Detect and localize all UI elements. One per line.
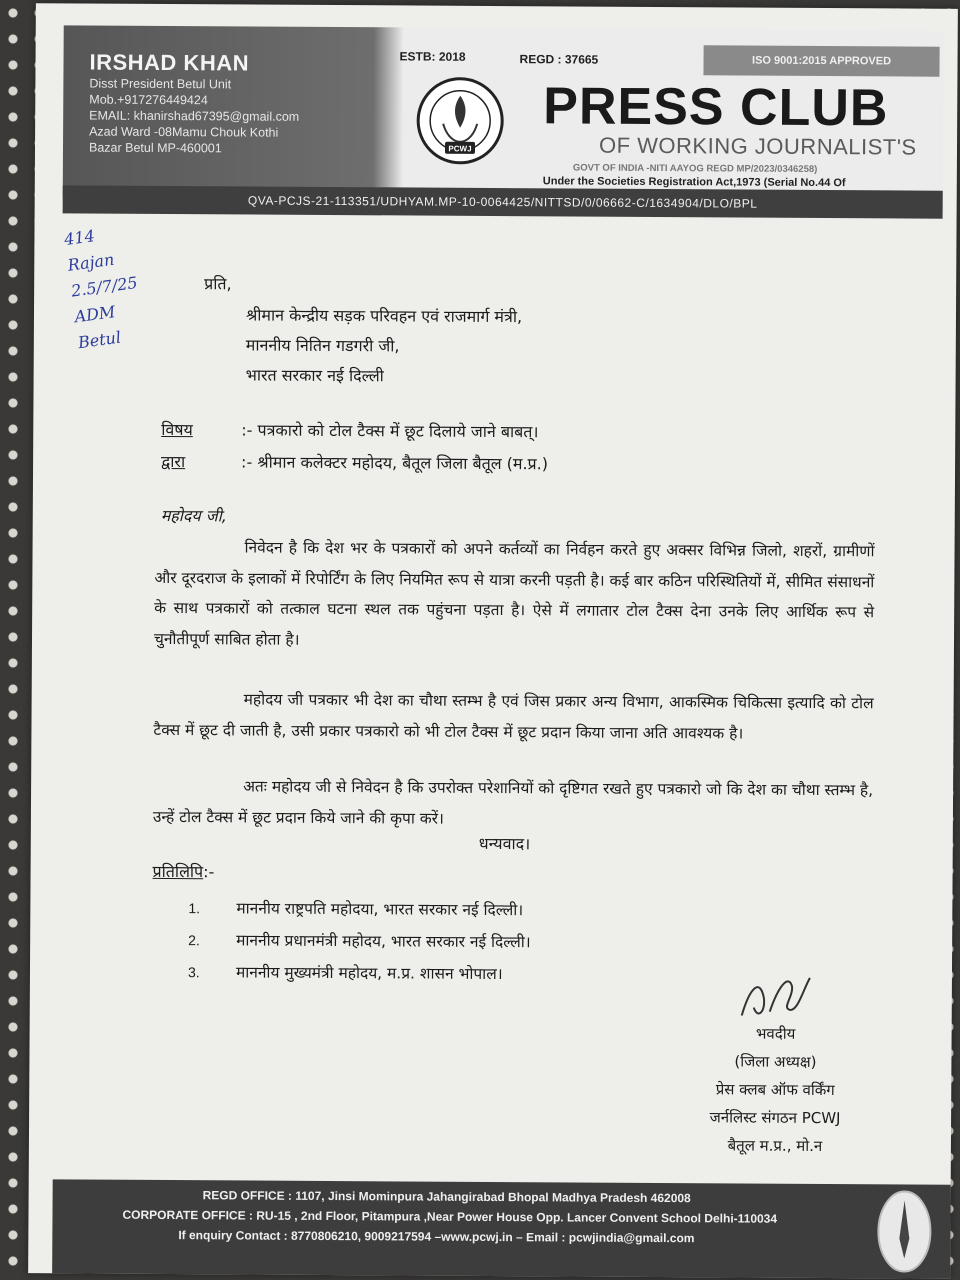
brand-act-line: Under the Societies Registration Act,1973 (Serial No.44 Of	[542, 175, 846, 190]
cc-heading	[153, 860, 215, 882]
registration-codes: QVA-PCJS-21-113351/UDHYAM.MP-10-0064425/NITTSD/0/06662-C/1634904/DLO/BPL	[63, 185, 943, 218]
subject-label: विषय	[161, 419, 193, 440]
cc-label: प्रतिलिपि	[152, 861, 204, 882]
pen-seal-icon	[876, 1188, 933, 1274]
iso-badge: ISO 9001:2015 APPROVED	[703, 45, 939, 76]
logo-text: PCWJ	[448, 144, 472, 154]
subject-text: :- पत्रकारो को टोल टैक्स में छूट दिलाये जाने बाबत्।	[241, 420, 539, 442]
note-line: ADM	[73, 302, 117, 327]
note-line: 2.5/7/25	[69, 272, 139, 301]
address-line: भारत सरकार नई दिल्ली	[245, 365, 384, 386]
letter-page	[28, 3, 958, 1279]
sender-address-2: Bazar Betul MP-460001	[88, 140, 222, 156]
note-line: Rajan	[66, 249, 116, 275]
sign-line: बैतूल म.प्र., मो.न	[727, 1136, 823, 1156]
brand-block	[542, 77, 944, 190]
via-label: द्वारा	[161, 451, 186, 472]
brand-subtitle: OF WORKING JOURNALIST'S	[598, 132, 917, 160]
footer	[52, 1179, 953, 1278]
paragraph-3: अतः महोदय जी से निवेदन है कि उपरोक्त परेशानियों को दृष्टिगत रखते हुए पत्रकारो जो कि देश का चौथा स्तम्भ है, उन्हें टोल टैक्स में छूट प्रदान किये जाने की कृपा करें।	[152, 777, 874, 828]
cc-number: 2.	[188, 932, 200, 949]
list-item	[188, 956, 531, 990]
salutation: महोदय जी,	[160, 505, 228, 526]
sender-block	[89, 50, 300, 157]
sign-line: जर्नलिस्ट संगठन PCWJ	[709, 1108, 841, 1128]
list-item	[188, 892, 531, 926]
cc-text: माननीय राष्ट्रपति महोदया, भारत सरकार नई दिल्ली।	[236, 899, 524, 920]
cc-number: 3.	[187, 964, 200, 981]
sender-email: EMAIL: khanirshad67395@gmail.com	[89, 108, 300, 124]
sign-line: प्रेस क्लब ऑफ वर्किंग	[715, 1080, 835, 1100]
letterhead	[63, 25, 944, 202]
estb-label: ESTB: 2018	[399, 49, 466, 64]
sender-name: IRSHAD KHAN	[89, 49, 250, 76]
list-item	[188, 924, 531, 958]
sign-line: (जिला अध्यक्ष)	[734, 1052, 817, 1071]
cc-number: 1.	[188, 900, 201, 917]
sender-mobile: Mob.+917276449424	[89, 92, 208, 108]
subject-block	[161, 414, 548, 480]
pcwj-seal-icon	[415, 76, 506, 167]
note-line: 414	[63, 226, 96, 250]
footer-contact: If enquiry Contact : 8770806210, 9009217594 –www.pcwj.in – Email : pcwjindia@gmail.com	[178, 1228, 695, 1246]
cc-text: माननीय मुख्यमंत्री महोदय, म.प्र. शासन भोपाल।	[235, 963, 503, 984]
paragraph-2: महोदय जी पत्रकार भी देश का चौथा स्तम्भ है एवं जिस प्रकार अन्य विभाग, आकस्मिक चिकित्सा इत्यादि को टोल टैक्स में छूट दी जाती है, उसी प्रकार पत्रकारो को भी टोल टैक्स में छूट प्रदान किया जाना अति आवश्यक है।	[153, 690, 874, 743]
address-line: माननीय नितिन गडगरी जी,	[245, 335, 400, 356]
sender-address-1: Azad Ward -08Mamu Chouk Kothi	[89, 124, 279, 140]
thanks-text: धन्यवाद।	[478, 833, 531, 854]
cc-suffix: :-	[203, 862, 215, 882]
footer-regd-office: REGD OFFICE : 1107, Jinsi Mominpura Jahangirabad Bhopal Madhya Pradesh 462008	[202, 1188, 691, 1206]
paragraph-1: निवेदन है कि देश भर के पत्रकारों को अपने कर्तव्यों का निर्वहन करते हुए अक्सर विभिन्न जिलो, शहरों, ग्रामीणों और दूरदराज के इलाकों में रिपोर्टिंग के लिए नियमित रूप से यात्रा करनी पड़ती है। कई बार कठिन परिस्थितियों में, सीमित संसाधनों के साथ पत्रकारों को तत्काल घटना स्थल तक पहुंचना पड़ता है। ऐसे में लगातार टोल टैक्स देना उनके लिए आर्थिक रूप से चुनौतीपूर्ण साबित होता है।	[153, 538, 875, 649]
signature-block	[665, 1019, 886, 1160]
cc-text: माननीय प्रधानमंत्री महोदय, भारत सरकार नई दिल्ली।	[236, 931, 531, 952]
address-line: श्रीमान केन्द्रीय सड़क परिवहन एवं राजमार्ग मंत्री,	[245, 305, 523, 327]
regd-label: REGD : 37665	[519, 52, 599, 67]
cc-list	[188, 892, 531, 990]
note-line: Betul	[76, 327, 123, 353]
sign-line: भवदीय	[755, 1024, 796, 1043]
sender-title: Disst President Betul Unit	[89, 76, 232, 92]
handwritten-note	[63, 210, 216, 406]
brand-govt-line: GOVT OF INDIA -NITI AAYOG REGD MP/2023/0346258)	[572, 162, 818, 175]
recipient-address	[246, 300, 523, 392]
footer-corporate-office: CORPORATE OFFICE : RU-15 , 2nd Floor, Pitampura ,Near Power House Opp. Lancer Convent School Delhi-110034	[122, 1207, 778, 1226]
to-label: प्रति,	[204, 274, 232, 294]
brand-title: PRESS CLUB	[543, 77, 889, 138]
via-text: :- श्रीमान कलेक्टर महोदय, बैतूल जिला बैतूल (म.प्र.)	[241, 452, 549, 474]
